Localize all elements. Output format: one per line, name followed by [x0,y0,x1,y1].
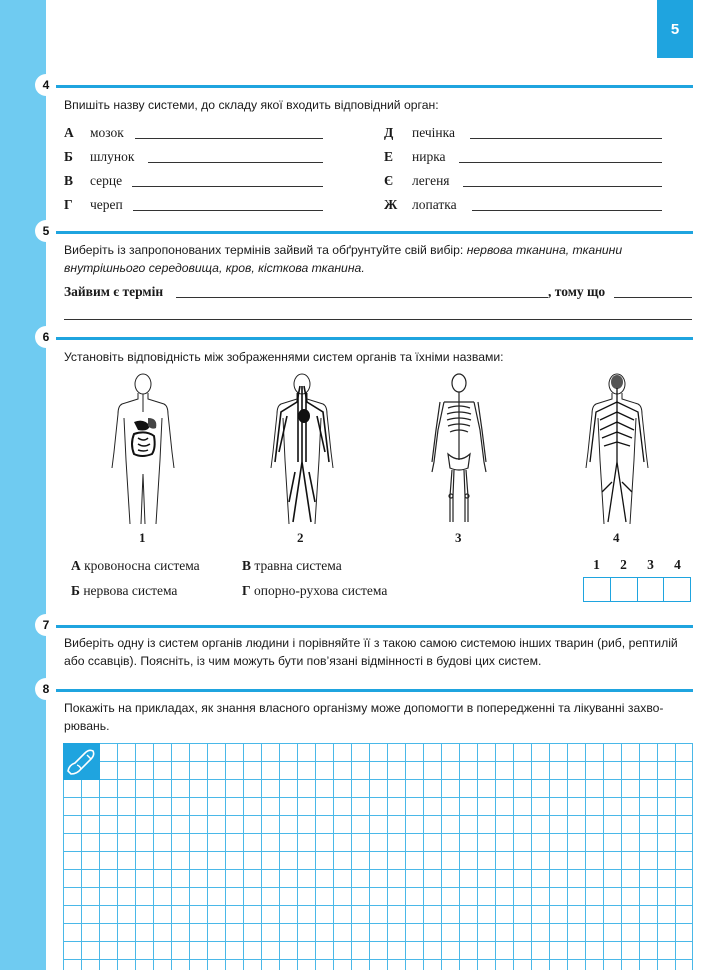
task-divider-6 [56,337,693,340]
skeletal-system-figure [424,372,494,527]
figure-label: 4 [613,530,620,545]
task-5-prompt: Виберіть із запропонованих термінів зайвий та обґрунтуйте свій вибір: [64,243,467,257]
task4-organ: лопатка [412,197,457,212]
option-a: А кровоносна система [71,558,200,573]
answer-line[interactable] [64,319,692,320]
answer-line[interactable] [176,297,548,298]
task4-organ: легеня [412,173,450,188]
task4-letter: Б [64,149,73,164]
task-7-prompt-cont: або ссавців). Поясніть, із чим можуть бути пов’язані відмінності в будові цих систем. [64,654,542,668]
answer-grid [583,577,691,602]
answer-column-header: 1 [593,557,600,572]
task4-letter: Ж [384,197,398,212]
task-number-8: 8 [35,678,57,700]
task-4-prompt: Впишіть назву системи, до складу якої входить відповідний орган: [64,98,439,112]
task4-organ: мозок [90,125,124,140]
task-5-answer-mid: , тому що [548,284,606,299]
task-8-prompt-cont: рювань. [64,719,110,733]
answer-grid-area[interactable] [63,743,693,970]
page-number: 5 [657,0,693,58]
task4-letter: А [64,125,74,140]
task-number-5: 5 [35,220,57,242]
task-5-answer-start: Зайвим є термін [64,284,164,299]
task4-letter: Є [384,173,394,188]
answer-column-header: 3 [647,557,654,572]
task4-organ: нирка [412,149,446,164]
answer-line[interactable] [132,186,323,187]
task4-organ: череп [90,197,123,212]
figure-label: 2 [297,530,304,545]
task-6-prompt: Установіть відповідність між зображеннями систем органів та їхніми назвами: [64,350,504,364]
answer-line[interactable] [459,162,662,163]
answer-line[interactable] [148,162,323,163]
side-bar [0,0,46,970]
option-b: Б нервова система [71,583,178,598]
answer-line[interactable] [133,210,323,211]
answer-line[interactable] [135,138,323,139]
task4-letter: Д [384,125,394,140]
task-divider-7 [56,625,693,628]
circulatory-system-figure [267,372,337,527]
task-8-prompt: Покажіть на прикладах, як знання власного організму може допомогти в попередженні та лікуванні захво- [64,701,664,715]
task4-letter: Е [384,149,394,164]
task4-letter: Г [64,197,73,212]
task-7-prompt: Виберіть одну із систем органів людини і порівняйте її з такою самою системою інших тварин (риб, рептилій [64,636,678,650]
answer-cell[interactable] [638,578,665,601]
task-number-6: 6 [35,326,57,348]
answer-cell[interactable] [664,578,690,601]
answer-line[interactable] [470,138,662,139]
figure-label: 1 [139,530,146,545]
option-g: Г опорно-рухова система [242,583,388,598]
answer-column-header: 4 [674,557,681,572]
task-divider-4 [56,85,693,88]
answer-line[interactable] [463,186,662,187]
task-number-7: 7 [35,614,57,636]
answer-cell[interactable] [611,578,638,601]
task-divider-8 [56,689,693,692]
pencil-hand-icon [63,743,100,780]
task-5-terms: нервова тканина, тканини [466,243,623,257]
task-divider-5 [56,231,693,234]
answer-line[interactable] [614,297,692,298]
task4-organ: серце [90,173,123,188]
figure-label: 3 [455,530,462,545]
task4-organ: печінка [412,125,455,140]
answer-cell[interactable] [584,578,611,601]
nervous-system-figure [582,372,652,527]
answer-column-header: 2 [620,557,627,572]
task-number-4: 4 [35,74,57,96]
option-v: В травна система [242,558,342,573]
answer-line[interactable] [472,210,662,211]
digestive-system-figure [108,372,178,527]
task4-organ: шлунок [90,149,135,164]
task-5-terms-cont: внутрішнього середовища, кров, кісткова тканина. [64,261,365,275]
task4-letter: В [64,173,74,188]
